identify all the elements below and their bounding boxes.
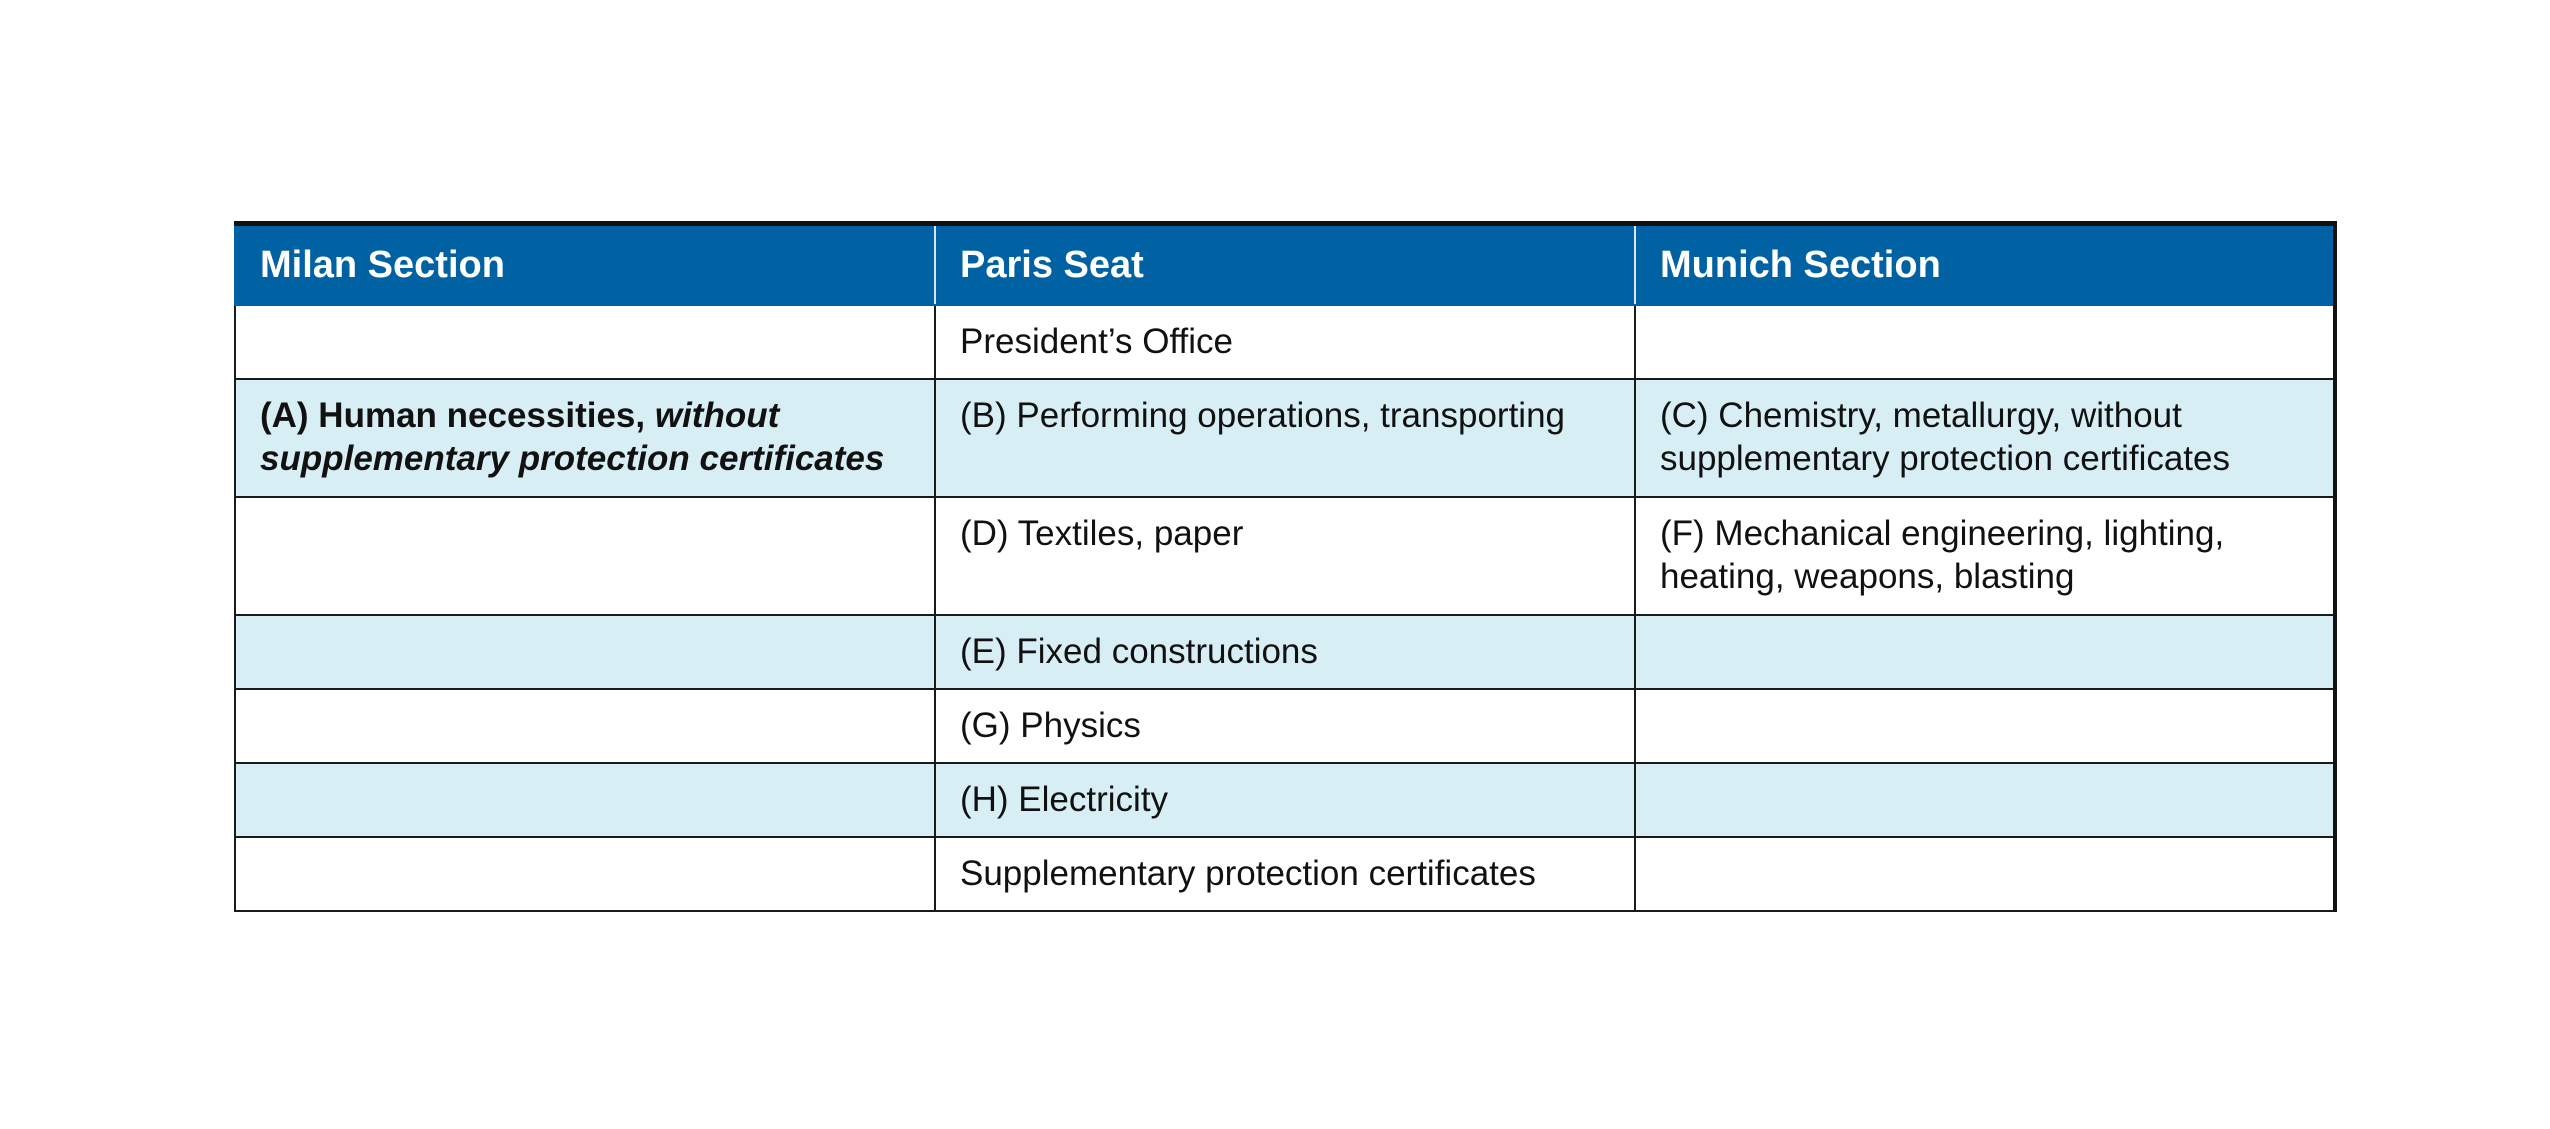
table-row [235, 497, 2335, 615]
munich-cell [1635, 837, 2335, 911]
milan-class-label: (A) Human necessities, [260, 396, 646, 435]
paris-cell: Supplementary protection certificates [935, 837, 1635, 911]
table-row [235, 689, 2335, 763]
munich-cell [1635, 305, 2335, 379]
paris-cell: (D) Textiles, paper [935, 497, 1635, 615]
munich-cell [1635, 763, 2335, 837]
milan-cell [235, 763, 935, 837]
table-row [235, 379, 2335, 497]
milan-cell [235, 379, 935, 497]
table-header-row [235, 224, 2335, 306]
munich-cell: (F) Mechanical engineering, lighting, heating, weapons, blasting [1635, 497, 2335, 615]
sections-table-container [234, 221, 2335, 912]
milan-cell [235, 305, 935, 379]
paris-cell: (B) Performing operations, transporting [935, 379, 1635, 497]
munich-cell: (C) Chemistry, metallurgy, without supplementary protection certificates [1635, 379, 2335, 497]
header-paris-seat: Paris Seat [935, 224, 1635, 306]
milan-class-note: without supplementary protection certificates [260, 396, 885, 478]
paris-cell: President’s Office [935, 305, 1635, 379]
paris-cell: (G) Physics [935, 689, 1635, 763]
table-row [235, 837, 2335, 911]
sections-table [234, 221, 2337, 912]
paris-cell: (E) Fixed constructions [935, 615, 1635, 689]
milan-cell [235, 615, 935, 689]
table-row [235, 615, 2335, 689]
table-row [235, 763, 2335, 837]
table-row [235, 305, 2335, 379]
header-munich-section: Munich Section [1635, 224, 2335, 306]
milan-cell [235, 837, 935, 911]
munich-cell [1635, 615, 2335, 689]
header-milan-section: Milan Section [235, 224, 935, 306]
milan-cell [235, 689, 935, 763]
milan-cell [235, 497, 935, 615]
munich-cell [1635, 689, 2335, 763]
paris-cell: (H) Electricity [935, 763, 1635, 837]
